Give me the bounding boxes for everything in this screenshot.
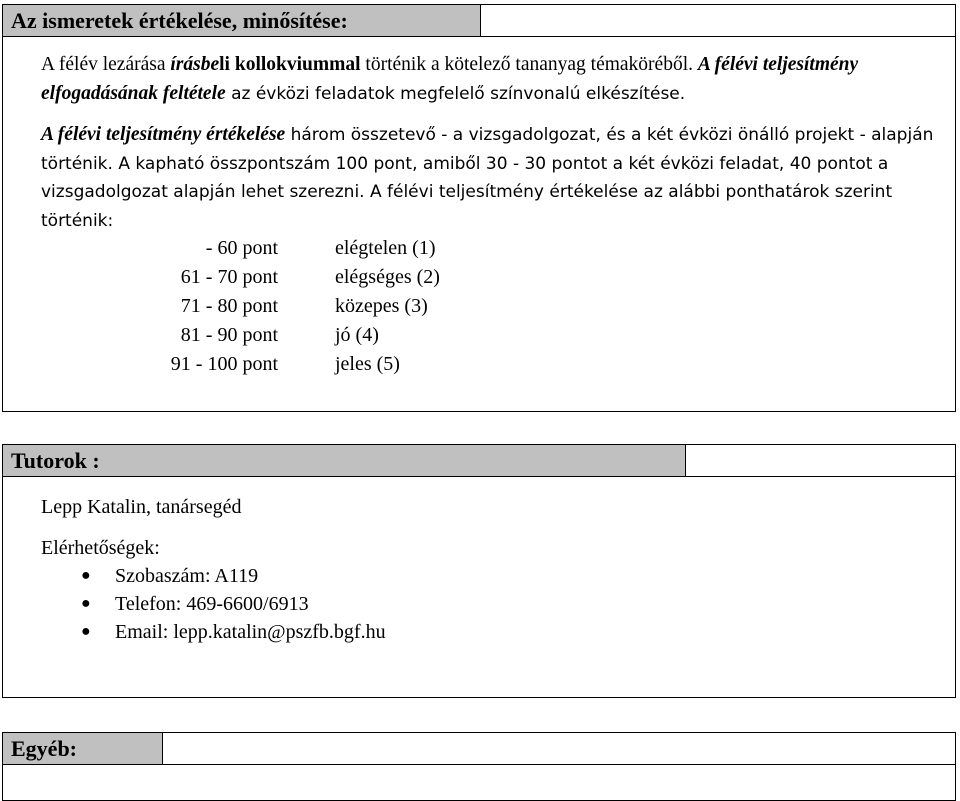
grade-name: közepes (3) xyxy=(335,295,428,317)
tutors-heading: Tutorok : xyxy=(3,445,686,476)
grade-range: 71 - 80 pont xyxy=(180,295,278,317)
p1-text-6: az évközi feladatok megfelelő színvonalú elkészítése. xyxy=(225,83,686,104)
contact-email: Email: lepp.katalin@pszfb.bgf.hu xyxy=(115,621,386,643)
grade-name: jeles (5) xyxy=(335,353,400,375)
p1-text-3: li kollokviummal xyxy=(219,54,361,75)
contact-phone: Telefon: 469-6600/6913 xyxy=(115,593,309,615)
evaluation-paragraph-2 xyxy=(41,121,941,235)
evaluation-paragraph-1 xyxy=(41,51,941,108)
grade-range: 81 - 90 pont xyxy=(180,324,278,346)
p1-text-1: A félév lezárása xyxy=(41,54,171,75)
grade-name: elégtelen (1) xyxy=(335,237,436,259)
evaluation-header-row xyxy=(2,4,956,37)
tutors-header-row xyxy=(2,444,956,477)
evaluation-heading: Az ismeretek értékelése, minősítése: xyxy=(3,5,481,36)
contact-room: Szobaszám: A119 xyxy=(115,565,259,587)
p2-text-2: három összetevő - a vizsgadolgozat, és a két évközi önálló projekt - alapján történik. A kapható összpontszám 100 pont, amiből 30 - 30 pontot a két évközi feladat, 40 pontot a vizsgadolgozat alapján lehet szerezni. A félévi teljesítmény értékelése az alábbi ponthatárok szerint történik: xyxy=(41,125,934,231)
bullet-icon: ● xyxy=(81,567,91,584)
grade-name: jó (4) xyxy=(335,324,379,346)
bullet-icon: ● xyxy=(81,623,91,640)
grade-range: 61 - 70 pont xyxy=(180,266,278,288)
p1-text-2: írásbe xyxy=(170,54,220,75)
evaluation-box xyxy=(2,36,956,412)
bullet-icon: ● xyxy=(81,595,91,612)
contacts-label: Elérhetőségek: xyxy=(41,537,160,559)
tutor-name: Lepp Katalin, tanársegéd xyxy=(41,496,242,518)
p1-text-4: történik a kötelező tananyag témaköréből. xyxy=(360,54,698,75)
p2-text-1: A félévi teljesítmény értékelése xyxy=(41,124,286,145)
grade-range: - 60 pont xyxy=(205,237,278,259)
grade-name: elégséges (2) xyxy=(335,266,440,288)
grade-range: 91 - 100 pont xyxy=(170,353,278,375)
other-heading: Egyéb: xyxy=(3,733,163,764)
p1-text-5: A félévi teljesítmény elfogadásának feltétele xyxy=(41,54,859,104)
tutors-box xyxy=(2,476,956,698)
other-header-row xyxy=(2,732,956,765)
other-box xyxy=(2,764,956,801)
